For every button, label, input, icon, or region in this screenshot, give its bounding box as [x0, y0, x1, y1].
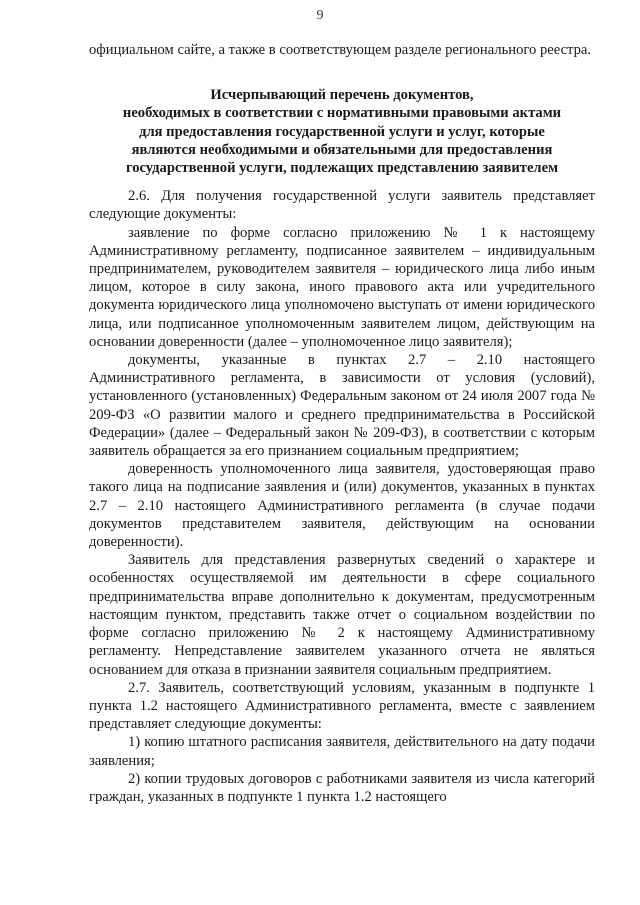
paragraph-power-of-attorney: доверенность уполномоченного лица заявителя, удостоверяющая право такого лица на подписание заявления и (или) документов, указанных в пунктах 2.7 – 2.10 настоящего Административного регламента (в случае подачи документов представителем заявителя, действующим на основании доверенности). — [89, 461, 595, 551]
heading-line: являются необходимыми и обязательными для предоставления — [131, 141, 553, 158]
heading-line: необходимых в соответствии с нормативными правовыми актами — [122, 105, 562, 122]
paragraph-documents: документы, указанные в пунктах 2.7 – 2.10 настоящего Административного регламента, в зависимости от условия (условий), установленного (установленных) Федеральным законом от 24 июля 2007 года № 209-ФЗ «О развитии малого и среднего предпринимательства в Российской Федерации» (далее – Федеральный закон № 209-ФЗ), в соответствии с которым заявитель обращается за его признанием социальным предприятием; — [89, 352, 595, 460]
list-item-1: 1) копию штатного расписания заявителя, действительного на дату подачи заявления; — [89, 734, 595, 769]
intro-continuation: официальном сайте, а также в соответствующем разделе регионального реестра. — [89, 42, 592, 58]
heading-line: Исчерпывающий перечень документов, — [210, 87, 474, 104]
document-body — [89, 41, 595, 806]
paragraph-social-impact-report: Заявитель для представления развернутых сведений о характере и особенностях осуществляемой им деятельности в сфере социального предпринимательства вправе дополнительно к документам, предусмотренным настоящим пунктом, представить также отчет о социальном воздействии по форме согласно приложению № 2 к настоящему Административному регламенту. Непредставление заявителем указанного отчета не являться основанием для отказа в признании заявителя социальным предприятием. — [89, 552, 595, 678]
paragraph-application: заявление по форме согласно приложению № 1 к настоящему Административному регламенту, подписанное заявителем – индивидуальным предпринимателем, руководителем заявителя – юридического лица либо иным лицом, которое в силу закона, иного правового акта или учредительного документа юридического лица уполномочено выступать от имени юридического лица, или подписанное уполномоченным заявителем лицом, действующим на основании доверенности (далее – уполномоченное лицо заявителя); — [89, 224, 595, 350]
list-item-2: 2) копии трудовых договоров с работниками заявителя из числа категорий граждан, указанных в подпункте 1 пункта 1.2 настоящего — [89, 770, 595, 805]
heading-line: государственной услуги, подлежащих представлению заявителем — [125, 160, 559, 177]
paragraph-2-6: 2.6. Для получения государственной услуги заявитель представляет следующие документы: — [89, 188, 595, 223]
paragraph-2-7: 2.7. Заявитель, соответствующий условиям, указанным в подпункте 1 пункта 1.2 настоящего Административного регламента, вместе с заявлением представляет следующие документы: — [89, 679, 595, 733]
heading-line: для предоставления государственной услуги и услуг, которые — [139, 123, 545, 140]
page-number: 9 — [316, 8, 324, 23]
section-heading — [89, 86, 595, 177]
